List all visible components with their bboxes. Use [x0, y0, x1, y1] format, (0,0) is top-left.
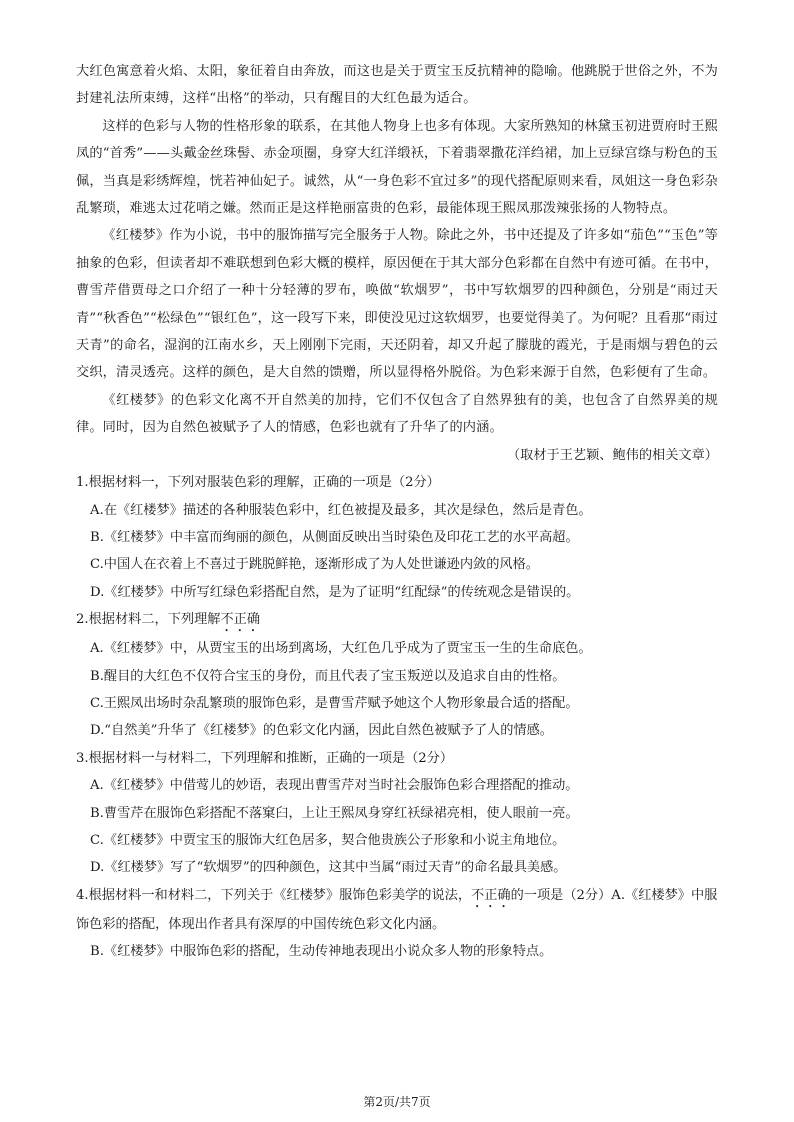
- question-4-emphasis: 不正确: [471, 887, 511, 903]
- question-2-stem-text: 2.根据材料二，下列理解: [76, 612, 221, 628]
- passage-paragraph-1: 大红色寓意着火焰、太阳，象征着自由奔放，而这也是关于贾宝玉反抗精神的隐喻。他跳脱于世俗之外，不为封建礼法所束缚，这样“出格”的举动，只有醒目的大红色最为适合。: [76, 64, 718, 107]
- page-number: 第2页/共7页: [363, 1095, 431, 1109]
- question-4-stem: [76, 882, 718, 938]
- question-2: [76, 606, 718, 745]
- question-4-option-b: B.《红楼梦》中服饰色彩的搭配，生动传神地表现出小说众多人物的形象特点。: [90, 944, 553, 960]
- passage-paragraph-3: 《红楼梦》作为小说，书中的服饰描写完全服务于人物。除此之外，书中还提及了许多如“茄色”“玉色”等抽象的色彩，但读者却不难联想到色彩大概的模样，原因便在于其大部分色彩都在自然中有迹可循。在书中，曹雪芹借贾母之口介绍了一种十分轻薄的罗布，唤做“软烟罗”，书中写软烟罗的四种颜色，分别是“雨过天青”“秋香色”“松绿色”“银红色”，这一段写下来，即使没见过这软烟罗，也要觉得美了。为何呢？且看那“雨过天青”的命名，湿润的江南水乡，天上刚刚下完雨，天还阴着，却又升起了朦胧的霞光，于是雨烟与碧色的云交织，清灵透亮。这样的颜色，是大自然的馈赠，所以显得格外脱俗。为色彩来源于自然，色彩便有了生命。: [76, 228, 718, 381]
- source-attribution: （取材于王艺颖、鲍伟的相关文章）: [507, 447, 718, 463]
- question-2-option-a: A.《红楼梦》中，从贾宝玉的出场到离场，大红色几乎成为了贾宝玉一生的生命底色。: [90, 641, 592, 657]
- question-1-option-a: A.在《红楼梦》描述的各种服装色彩中，红色被提及最多，其次是绿色，然后是青色。: [90, 502, 592, 518]
- question-3-option-a: A.《红楼梦》中借莺儿的妙语，表现出曹雪芹对当时社会服饰色彩合理搭配的推动。: [90, 778, 579, 794]
- question-1-option-d: D.《红楼梦》中所写红绿色彩搭配自然，是为了证明“红配绿”的传统观念是错误的。: [90, 584, 580, 600]
- question-2-option-c: C.王熙凤出场时杂乱繁琐的服饰色彩，是曹雪芹赋予她这个人物形象最合适的搭配。: [90, 695, 579, 711]
- passage-paragraph-4: 《红楼梦》的色彩文化离不开自然美的加持，它们不仅包含了自然界独有的美，也包含了自然界美的规律。同时，因为自然色被赋予了人的情感，色彩也就有了升华了的内涵。: [76, 392, 718, 436]
- question-3-option-d: D.《红楼梦》写了“软烟罗”的四种颜色，这其中当属“雨过天青”的命名最具美感。: [90, 860, 567, 876]
- question-2-option-d: D.“自然美”升华了《红楼梦》的色彩文化内涵，因此自然色被赋予了人的情感。: [90, 723, 553, 739]
- question-3-stem: 3.根据材料一与材料二，下列理解和推断，正确的一项是（2分）: [76, 750, 454, 766]
- question-3: [76, 745, 718, 882]
- question-2-stem: [76, 606, 718, 635]
- question-4: [76, 882, 718, 966]
- question-3-option-b: B.曹雪芹在服饰色彩搭配不落窠臼，上让王熙凤身穿红袄绿裙亮相，使人眼前一亮。: [90, 805, 579, 821]
- question-4-stem-text: 4.根据材料一和材料二，下列关于《红楼梦》服饰色彩美学的说法，: [76, 887, 472, 903]
- question-1-stem: 1.根据材料一，下列对服装色彩的理解，正确的一项是（2分）: [76, 475, 440, 491]
- question-2-option-b: B.醒目的大红色不仅符合宝玉的身份，而且代表了宝玉叛逆以及追求自由的性格。: [90, 668, 566, 684]
- question-1-option-b: B.《红楼梦》中丰富而绚丽的颜色，从侧面反映出当时染色及印花工艺的水平高超。: [90, 529, 579, 545]
- question-1-option-c: C.中国人在衣着上不喜过于跳脱鲜艳，逐渐形成了为人处世谦逊内敛的风格。: [90, 557, 539, 573]
- question-1: [76, 469, 718, 606]
- question-3-option-c: C.《红楼梦》中贾宝玉的服饰大红色居多，契合他贵族公子形象和小说主角地位。: [90, 832, 566, 848]
- question-2-emphasis: 不正确: [220, 612, 261, 628]
- question-4-stem-suffix: 的一项是（2分）A.《红楼梦》中服饰色彩的搭配，体现出作者具有深厚的中国传统色彩文化内涵。: [76, 887, 718, 932]
- passage-paragraph-2: 这样的色彩与人物的性格形象的联系，在其他人物身上也多有体现。大家所熟知的林黛玉初进贾府时王熙凤的“首秀”——头戴金丝珠髻、赤金项圈，身穿大红洋缎袄，下着翡翠撒花洋绉裙，加上豆绿宫绦与粉色的玉佩，当真是彩绣辉煌，恍若神仙妃子。诚然，从“一身色彩不宜过多”的现代搭配原则来看，凤姐这一身色彩杂乱繁琐，难逃太过花哨之嫌。然而正是这样艳丽富贵的色彩，最能体现王熙凤那泼辣张扬的人物特点。: [76, 118, 718, 217]
